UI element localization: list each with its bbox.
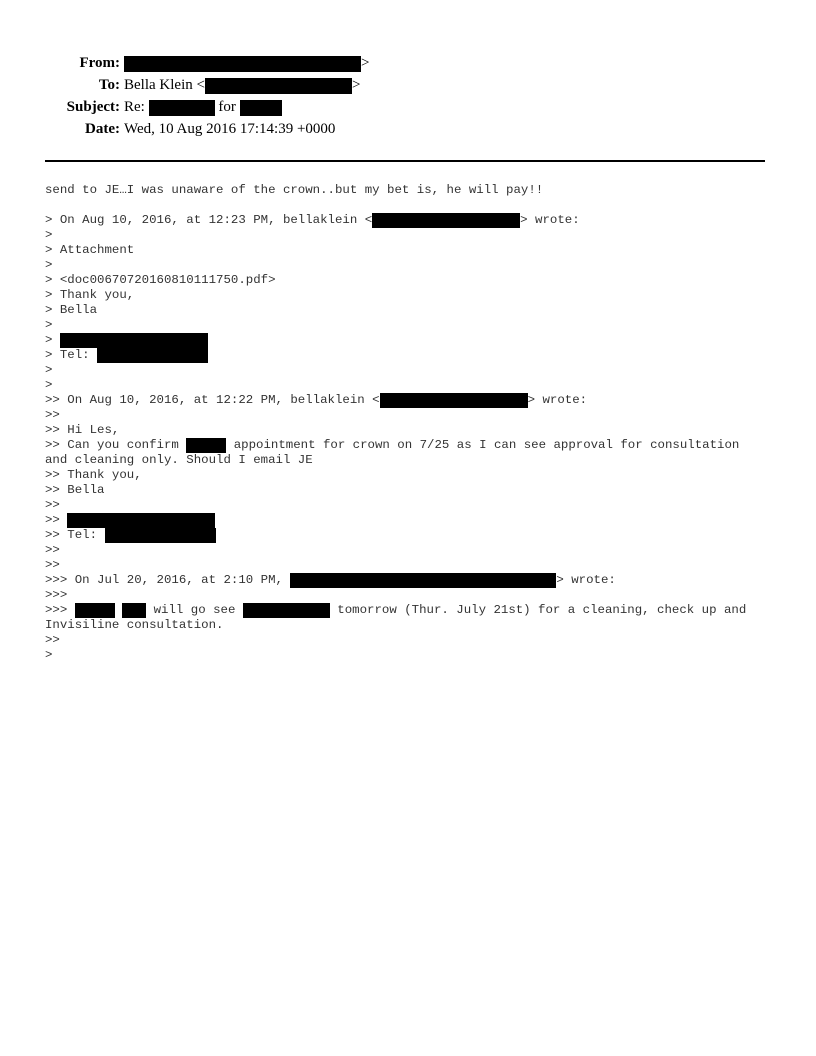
- body-line: >: [45, 648, 53, 662]
- from-suffix: >: [361, 55, 370, 71]
- redaction-block: [124, 56, 361, 72]
- attachment-line: > <doc00670720160810111750.pdf>: [45, 273, 276, 287]
- signature-line: >: [45, 333, 775, 348]
- body-line: send to JE…I was unaware of the crown..but my bet is, he will pay!!: [45, 183, 544, 197]
- body-line: > Attachment: [45, 243, 135, 257]
- body-line: >>>: [45, 588, 68, 602]
- redaction-block: [105, 528, 216, 543]
- tel-line: > Tel:: [45, 348, 775, 363]
- subject-label: Subject:: [66, 99, 120, 115]
- from-label: From:: [79, 55, 120, 71]
- quote-header-text: > On Aug 10, 2016, at 12:23 PM, bellaklein <: [45, 213, 373, 227]
- body-line: > Thank you,: [45, 288, 135, 302]
- quote-header-tail: > wrote:: [520, 213, 580, 227]
- to-name: Bella Klein <: [124, 77, 205, 93]
- date-label: Date:: [85, 121, 120, 137]
- body-line: >>: [45, 558, 60, 572]
- to-row: [0, 74, 816, 96]
- redaction-block: [372, 213, 520, 228]
- redaction-block: [243, 603, 330, 618]
- subject-row: [0, 96, 816, 118]
- subject-prefix: Re:: [124, 99, 145, 115]
- redaction-block: [240, 100, 282, 116]
- redaction-block: [380, 393, 528, 408]
- redaction-block: [186, 438, 226, 453]
- redaction-block: [67, 513, 215, 528]
- quote-header: >> On Aug 10, 2016, at 12:22 PM, bellaklein < > wrote:: [45, 393, 588, 407]
- redaction-block: [75, 603, 115, 618]
- body-line: >: [45, 363, 53, 377]
- redaction-block: [205, 78, 352, 94]
- quote-header: [45, 213, 775, 228]
- redaction-block: [97, 348, 208, 363]
- redaction-block: [290, 573, 556, 588]
- tel-line: >> Tel:: [45, 528, 775, 543]
- quote-header: >>> On Jul 20, 2016, at 2:10 PM, > wrote:: [45, 573, 616, 587]
- date-row: [0, 118, 816, 140]
- to-value: [124, 74, 360, 96]
- body-line: > Bella: [45, 303, 98, 317]
- body-line: >>: [45, 408, 60, 422]
- body-line: >: [45, 318, 53, 332]
- body-line: >: [45, 228, 53, 242]
- subject-value: [124, 96, 282, 118]
- from-row: [0, 52, 816, 74]
- from-value: [124, 52, 369, 74]
- body-line: >>: [45, 498, 60, 512]
- body-line: >> Hi Les,: [45, 423, 120, 437]
- date-value: Wed, 10 Aug 2016 17:14:39 +0000: [124, 121, 336, 137]
- body-line: >: [45, 258, 53, 272]
- body-line: >> Can you confirm appointment for crown on 7/25 as I can see approval for consultation: [45, 438, 740, 452]
- subject-for: for: [218, 99, 236, 115]
- redaction-block: [122, 603, 146, 618]
- body-line: >>> will go see tomorrow (Thur. July 21st) for a cleaning, check up and: [45, 603, 747, 617]
- email-header: [0, 52, 816, 140]
- body-line: and cleaning only. Should I email JE: [45, 453, 313, 467]
- body-line: >>: [45, 543, 60, 557]
- redaction-block: [149, 100, 215, 116]
- signature-line: >>: [45, 513, 775, 528]
- to-label: To:: [98, 77, 120, 93]
- blank-line: [45, 198, 775, 213]
- body-line: >>: [45, 633, 60, 647]
- body-line: >> Thank you,: [45, 468, 142, 482]
- header-divider: [45, 160, 765, 162]
- body-line: Invisiline consultation.: [45, 618, 224, 632]
- email-body: [45, 183, 775, 663]
- body-line: >> Bella: [45, 483, 105, 497]
- to-suffix: >: [351, 77, 361, 93]
- redaction-block: [60, 333, 208, 348]
- body-line: >: [45, 378, 53, 392]
